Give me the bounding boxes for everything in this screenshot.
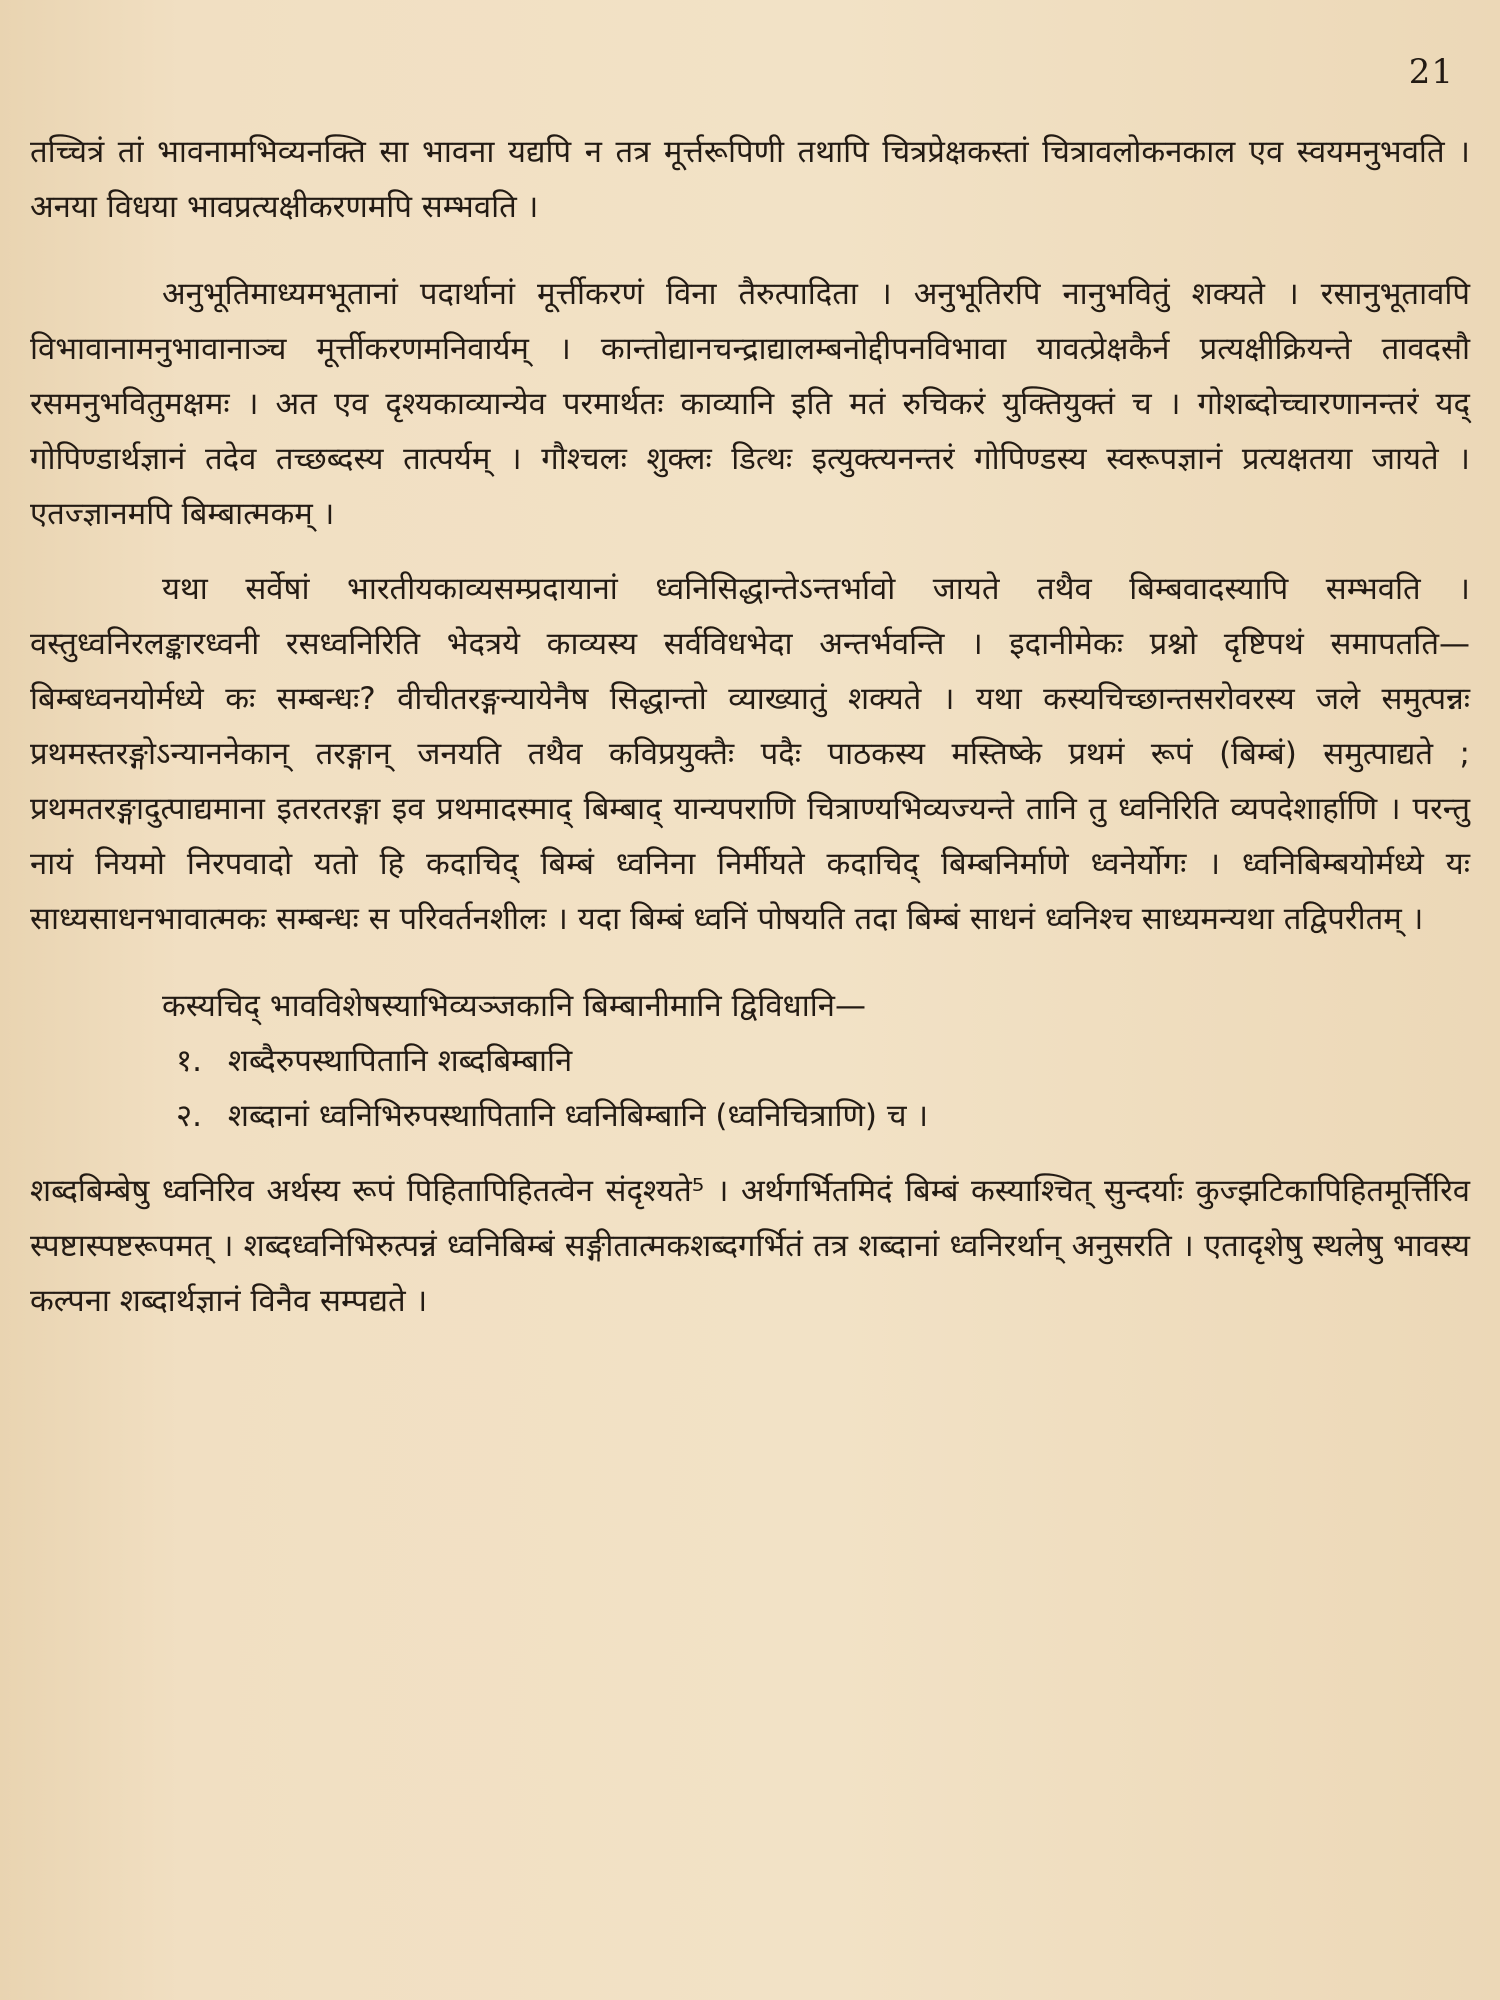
page-number: 21	[1408, 52, 1454, 92]
list-item-2	[30, 1089, 1470, 1144]
final-paragraph: शब्दबिम्बेषु ध्वनिरिव अर्थस्य रूपं पिहितापिहितत्वेन संदृश्यते⁵ । अर्थगर्भितमिदं बिम्बं कस्याश्चित् सुन्दर्याः कुज्झटिकापिहितमूर्त्तिरिव स्पष्टास्पष्टरूपमत् । शब्दध्वनिभिरुत्पन्नं ध्वनिबिम्बं सङ्गीतात्मकशब्दगर्भितं तत्र शब्दानां ध्वनिरर्थान् अनुसरति । एतादृशेषु स्थलेषु भावस्य कल्पना शब्दार्थज्ञानं विनैव सम्पद्यते ।	[30, 1173, 1470, 1319]
list-number-2: २.	[176, 1098, 202, 1134]
list-text-2: शब्दानां ध्वनिभिरुपस्थापितानि ध्वनिबिम्बानि (ध्वनिचित्राणि) च ।	[227, 1098, 929, 1134]
list-text-1: शब्दैरुपस्थापितानि शब्दबिम्बानि	[227, 1043, 573, 1079]
paragraph-2: अनुभूतिमाध्यमभूतानां पदार्थानां मूर्त्तीकरणं विना तैरुत्पादिता । अनुभूतिरपि नानुभवितुं शक्यते । रसानुभूतावपि विभावानामनुभावानाञ्च मूर्त्तीकरणमनिवार्यम् । कान्तोद्यानचन्द्राद्यालम्बनोद्दीपनविभावा यावत्प्रेक्षकैर्न प्रत्यक्षीक्रियन्ते तावदसौ रसमनुभवितुमक्षमः । अत एव दृश्यकाव्यान्येव परमार्थतः काव्यानि इति मतं रुचिकरं युक्तियुक्तं च । गोशब्दोच्चारणानन्तरं यद् गोपिण्डार्थज्ञानं तदेव तच्छब्दस्य तात्पर्यम् । गौश्चलः शुक्लः डित्थः इत्युक्त्यनन्तरं गोपिण्डस्य स्वरूपज्ञानं प्रत्यक्षतया जायते । एतज्ज्ञानमपि बिम्बात्मकम् ।	[30, 276, 1470, 532]
paragraph-1: तच्चित्रं तां भावनामभिव्यनक्ति सा भावना यद्यपि न तत्र मूर्त्तरूपिणी तथापि चित्रप्रेक्षकस्तां चित्रावलोकनकाल एव स्वयमनुभवति । अनया विधया भावप्रत्यक्षीकरणमपि सम्भवति ।	[30, 134, 1470, 225]
paragraph-4: कस्यचिद् भावविशेषस्याभिव्यञ्जकानि बिम्बानीमानि द्विविधानि—	[162, 988, 866, 1024]
list-number-1: १.	[176, 1043, 202, 1079]
list-item-1	[30, 1034, 1470, 1089]
page-content	[30, 125, 1470, 1329]
paragraph-3: यथा सर्वेषां भारतीयकाव्यसम्प्रदायानां ध्वनिसिद्धान्तेऽन्तर्भावो जायते तथैव बिम्बवादस्यापि सम्भवति । वस्तुध्वनिरलङ्कारध्वनी रसध्वनिरिति भेदत्रये काव्यस्य सर्वविधभेदा अन्तर्भवन्ति । इदानीमेकः प्रश्नो दृष्टिपथं समापतति—बिम्बध्वनयोर्मध्ये कः सम्बन्धः? वीचीतरङ्गन्यायेनैष सिद्धान्तो व्याख्यातुं शक्यते । यथा कस्यचिच्छान्तसरोवरस्य जले समुत्पन्नः प्रथमस्तरङ्गोऽन्याननेकान् तरङ्गान् जनयति तथैव कविप्रयुक्तैः पदैः पाठकस्य मस्तिष्के प्रथमं रूपं (बिम्बं) समुत्पाद्यते ; प्रथमतरङ्गादुत्पाद्यमाना इतरतरङ्गा इव प्रथमादस्माद् बिम्बाद् यान्यपराणि चित्राण्यभिव्यज्यन्ते तानि तु ध्वनिरिति व्यपदेशार्हाणि । परन्तु नायं नियमो निरपवादो यतो हि कदाचिद् बिम्बं ध्वनिना निर्मीयते कदाचिद् बिम्बनिर्माणे ध्वनेर्योगः । ध्वनिबिम्बयोर्मध्ये यः साध्यसाधनभावात्मकः सम्बन्धः स परिवर्तनशीलः । यदा बिम्बं ध्वनिं पोषयति तदा बिम्बं साधनं ध्वनिश्च साध्यमन्यथा तद्विपरीतम् ।	[30, 571, 1470, 937]
